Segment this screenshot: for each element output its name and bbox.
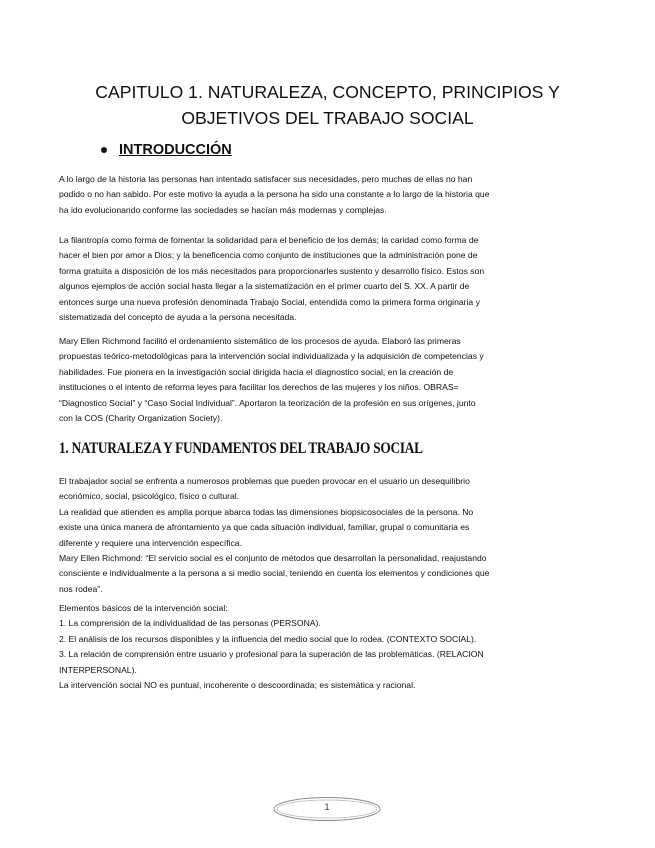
text-line: Mary Ellen Richmond: “El servicio social es el conjunto de métodos que desarrollan la personalidad, reajustando <box>59 553 487 564</box>
bullet-icon <box>101 147 107 153</box>
chapter-title-line-1: CAPITULO 1. NATURALEZA, CONCEPTO, PRINCIPIOS Y <box>95 82 560 102</box>
text-line: 2. El análisis de los recursos disponibles y la influencia del medio social que lo rodea. (CONTEXTO SOCIAL). <box>59 633 477 644</box>
text-line: sistematizada del concepto de ayuda a la persona necesitada. <box>59 312 297 323</box>
text-line: existe una única manera de afrontamiento ya que cada situación individual, familiar, grupal o comunitaria es <box>59 522 470 533</box>
text-line: consciente e individualmente a la persona a si medio social, teniendo en cuenta los elementos y condiciones que <box>59 568 490 579</box>
chapter-title-line-2: OBJETIVOS DEL TRABAJO SOCIAL <box>181 108 474 128</box>
text-line: hacer el bien por amor a Dios; y la beneficencia como conjunto de instituciones que la administración pone de <box>59 250 478 261</box>
text-line: habilidades. Fue pionera en la investigación social dirigida hacia el diagnostico social, en la creación de <box>59 366 454 377</box>
text-line: “Diagnostico Social” y “Caso Social Individual”. Aportaron la teorización de la profesión en sus orígenes, junto <box>59 397 476 408</box>
section-1-paragraph-1 <box>59 474 605 597</box>
text-line: propuestas teórico-metodológicas para la intervención social individualizada y la adquisición de competencias y <box>59 351 484 362</box>
text-line: forma gratuita a disposición de los más necesitados para proporcionarles sustento y desarrollo físico. Estos son <box>59 265 485 276</box>
text-line: nos rodea”. <box>59 583 103 594</box>
text-line: La intervención social NO es puntual, incoherente o descoordinada; es sistemática y racional. <box>59 680 416 691</box>
intro-paragraph-1 <box>59 172 605 218</box>
text-line: con la COS (Charity Organization Society). <box>59 413 223 424</box>
text-line: ha ido evolucionando conforme las sociedades se hacían más modernas y complejas. <box>59 204 387 215</box>
text-line: Mary Ellen Richmond facilitó el ordenamiento sistemático de los procesos de ayuda. Elaboró las primeras <box>59 336 461 346</box>
text-line: instituciones o el intento de reforma leyes para facilitar los derechos de las mujeres y los niños. OBRAS= <box>59 382 459 393</box>
text-line: Elementos básicos de la intervención social: <box>59 603 228 613</box>
text-line: La realidad que atienden es amplia porque abarca todas las dimensiones biopsicosociales de la persona. No <box>59 506 474 517</box>
text-line: INTERPERSONAL). <box>59 664 137 675</box>
intro-paragraph-3 <box>59 334 605 426</box>
text-line: entonces surge una nueva profesión denominada Trabajo Social, entendida como la primera forma originaria y <box>59 296 480 307</box>
intro-heading <box>101 142 232 158</box>
intro-paragraph-2 <box>59 233 605 325</box>
intro-heading-text: INTRODUCCIÓN <box>119 142 232 158</box>
page-number-badge <box>272 796 382 822</box>
text-line: La filantropía como forma de fomentar la solidaridad para el beneficio de los demás; la caridad como forma de <box>59 235 479 245</box>
text-line: 1. La comprensión de la individualidad de las personas (PERSONA). <box>59 618 321 629</box>
section-1-heading: 1. NATURALEZA Y FUNDAMENTOS DEL TRABAJO SOCIAL <box>59 440 423 457</box>
text-line: diferente y requiere una intervención específica. <box>59 537 242 548</box>
text-line: El trabajador social se enfrenta a numerosos problemas que pueden provocar en el usuario un desequilibrio <box>59 476 470 486</box>
text-line: A lo largo de la historia las personas han intentado satisfacer sus necesidades, pero muchas de ellas no han <box>59 174 473 184</box>
text-line: algunos ejemplos de acción social hasta llegar a la sistematización en el primer cuarto del S. XX. A partir de <box>59 281 470 292</box>
text-line: económico, social, psicológico, físico o cultural. <box>59 491 240 502</box>
chapter-title <box>40 79 615 131</box>
section-1-paragraph-2 <box>59 601 605 693</box>
page-number: 1 <box>324 802 330 812</box>
text-line: podido o no han sabido. Por este motivo la ayuda a la persona ha sido una constante a lo largo de la historia que <box>59 189 490 200</box>
text-line: 3. La relación de comprensión entre usuario y profesional para la superación de las problemáticas. (RELACION <box>59 649 484 660</box>
